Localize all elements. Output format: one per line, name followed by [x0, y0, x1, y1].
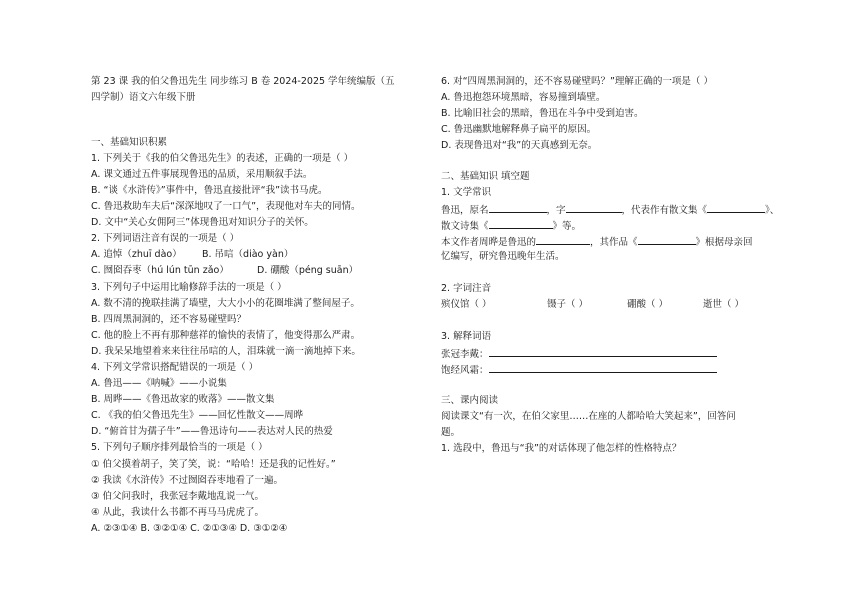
q1-option-b: B. “谈《水浒传》”事件中，鲁迅直接批评“我”读书马虎。 — [91, 185, 328, 196]
pinyin-heading: 2. 字词注音 — [441, 283, 492, 294]
q5-item-2: ② 我读《水浒传》不过囫囵吞枣地看了一遍。 — [91, 475, 284, 486]
q6-option-b: B. 比喻旧社会的黑暗，鲁迅在斗争中受到迫害。 — [441, 108, 644, 119]
q1-option-c: C. 鲁迅救助车夫后“深深地叹了一口气”，表现他对车夫的同情。 — [91, 201, 361, 212]
section-2-heading: 二、基础知识 填空题 — [441, 171, 530, 182]
q2-stem: 2. 下列词语注音有误的一项是（ ） — [91, 233, 240, 244]
pinyin-item-4[interactable]: 逝世（ ） — [703, 299, 745, 310]
q1-stem: 1. 下列关于《我的伯父鲁迅先生》的表述，正确的一项是（ ） — [91, 153, 354, 164]
reading-instruction-line-1: 阅读课文“有一次，在伯父家里……在座的人都哈哈大笑起来”，回答问 — [441, 411, 736, 422]
literature-line-4: 忆编写，研究鲁迅晚年生活。 — [441, 251, 565, 262]
literature-line-1: 鲁迅，原名 ，字 ，代表作有散文集《 》、 — [441, 202, 779, 218]
q6-stem: 6. 对“四周黑洞洞的，还不容易碰壁吗？”理解正确的一项是（ ） — [441, 76, 713, 87]
q2-option-a: A. 追悼（zhuī dào） — [91, 249, 182, 260]
q5-stem: 5. 下列句子顺序排列最恰当的一项是（ ） — [91, 442, 268, 453]
q6-option-d: D. 表现鲁迅对“我”的天真感到无奈。 — [441, 140, 598, 151]
reading-question-1: 1. 选段中，鲁迅与“我”的对话体现了他怎样的性格特点？ — [441, 443, 682, 454]
blank-original-name[interactable] — [489, 202, 547, 213]
q5-item-1: ① 伯父摸着胡子，笑了笑，说：“哈哈！还是我的记性好。” — [91, 459, 336, 470]
reading-instruction-line-2: 题。 — [441, 427, 461, 438]
literature-heading: 1. 文学常识 — [441, 187, 492, 198]
explain-heading: 3. 解释词语 — [441, 331, 492, 342]
q3-option-a: A. 数不清的挽联挂满了墙壁，大大小小的花圈堆满了整间屋子。 — [91, 298, 360, 309]
q6-option-c: C. 鲁迅幽默地解释鼻子扁平的原因。 — [441, 124, 597, 135]
q3-option-c: C. 他的脸上不再有那种慈祥的愉快的表情了，他变得那么严肃。 — [91, 330, 361, 341]
explain-item-1: 张冠李戴： — [441, 346, 717, 362]
blank-prose-collection[interactable] — [707, 202, 765, 213]
pinyin-item-1[interactable]: 殡仪馆（ ） — [441, 299, 492, 310]
section-1-heading: 一、基础知识积累 — [91, 137, 168, 148]
blank-work-title[interactable] — [638, 234, 696, 245]
q2-option-d: D. 硼酸（péng suān） — [257, 265, 359, 276]
q4-option-b: B. 周晔——《鲁迅故家的败落》——散文集 — [91, 394, 275, 405]
section-3-heading: 三、课内阅读 — [441, 395, 499, 406]
q5-answer-options: A. ②③①④ B. ③②①④ C. ②①③④ D. ③①②④ — [91, 523, 288, 534]
pinyin-item-3[interactable]: 硼酸（ ） — [627, 299, 669, 310]
q2-option-c: C. 囫囵吞枣（hú lún tūn zǎo） — [91, 265, 229, 276]
q4-stem: 4. 下列文学常识搭配错误的一项是（ ） — [91, 362, 259, 373]
blank-courtesy-name[interactable] — [566, 202, 622, 213]
blank-prose-poem-collection[interactable] — [489, 218, 553, 229]
q5-item-4: ④ 从此，我读什么书都不再马马虎虎了。 — [91, 507, 265, 518]
q3-stem: 3. 下列句子中运用比喻修辞手法的一项是（ ） — [91, 282, 287, 293]
q2-option-b: B. 吊唁（diào yàn） — [202, 249, 294, 260]
pinyin-item-2[interactable]: 镊子（ ） — [547, 299, 589, 310]
q1-option-a: A. 课文通过五件事展现鲁迅的品质，采用顺叙手法。 — [91, 169, 313, 180]
q3-option-b: B. 四周黑洞洞的，还不容易碰壁吗？ — [91, 314, 247, 325]
doc-title-line-1: 第 23 课 我的伯父鲁迅先生 同步练习 B 卷 2024-2025 学年统编版（五 — [91, 76, 395, 87]
literature-line-3: 本文作者周晔是鲁迅的 ，其作品《 》根据母亲回 — [441, 234, 753, 250]
q1-option-d: D. 文中“关心女佣阿三”体现鲁迅对知识分子的关怀。 — [91, 217, 314, 228]
blank-relationship[interactable] — [536, 234, 590, 245]
explain-blank-1[interactable] — [489, 346, 717, 357]
explain-item-2: 饱经风霜： — [441, 362, 717, 378]
explain-blank-2[interactable] — [489, 362, 717, 373]
doc-title-line-2: 四学制）语文六年级下册 — [91, 92, 196, 103]
q6-option-a: A. 鲁迅抱怨环境黑暗，容易撞到墙壁。 — [441, 92, 606, 103]
q4-option-a: A. 鲁迅——《呐喊》——小说集 — [91, 378, 227, 389]
q5-item-3: ③ 伯父问我时，我张冠李戴地乱说一气。 — [91, 491, 265, 502]
q4-option-d: D. “俯首甘为孺子牛”——鲁迅诗句——表达对人民的热爱 — [91, 426, 333, 437]
q3-option-d: D. 我呆呆地望着来来往往吊唁的人，泪珠就一滴一滴地掉下来。 — [91, 346, 361, 357]
q4-option-c: C. 《我的伯父鲁迅先生》——回忆性散文——周晔 — [91, 410, 304, 421]
literature-line-2: 散文诗集《 》等。 — [441, 218, 581, 234]
